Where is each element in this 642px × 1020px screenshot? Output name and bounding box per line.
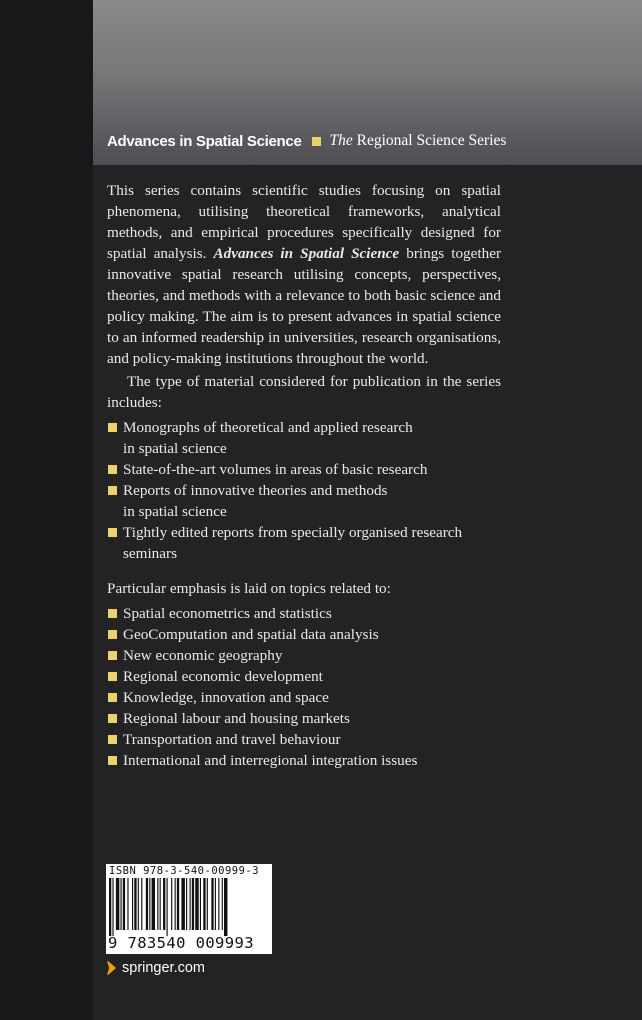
list-item-text: Regional economic development: [123, 668, 323, 685]
barcode-bar: [177, 878, 179, 930]
barcode-bar: [192, 878, 194, 930]
sub-series-the: The: [329, 132, 353, 149]
list-item: [107, 708, 501, 729]
barcode-bar: [132, 878, 133, 930]
barcode-bar: [149, 878, 150, 930]
barcode-bar: [160, 878, 161, 930]
series-name: Advances in Spatial Science: [107, 132, 302, 150]
square-bullet-icon: [108, 714, 117, 723]
list-item-text-cont: seminars: [123, 545, 177, 562]
barcode-bar: [127, 878, 128, 930]
list-item-text: Transportation and travel behaviour: [123, 731, 341, 748]
list-item-text: Knowledge, innovation and space: [123, 689, 329, 706]
barcode-bar: [203, 878, 205, 930]
emphasis-intro: Particular emphasis is laid on topics related to:: [107, 580, 391, 597]
barcode-bar: [190, 878, 191, 930]
barcode-bar: [109, 878, 111, 936]
list-item-text: Monographs of theoretical and applied research: [123, 419, 413, 436]
barcode-bar: [152, 878, 155, 930]
square-bullet-icon: [108, 465, 117, 474]
list-item: [107, 624, 501, 645]
barcode-bar: [224, 878, 227, 936]
list-item: [107, 687, 501, 708]
sub-series-title: [330, 132, 507, 150]
series-header: [107, 130, 506, 152]
list-item-text: Tightly edited reports from specially organised research: [123, 524, 463, 541]
list-item: [107, 417, 501, 459]
list-item: [107, 666, 501, 687]
list-item-text: Reports of innovative theories and methods: [123, 482, 388, 499]
barcode-bar: [218, 878, 219, 930]
material-list: [107, 417, 501, 564]
isbn-number: ISBN 978-3-540-00999-3: [109, 865, 260, 877]
list-item-text: Spatial econometrics and statistics: [123, 605, 332, 622]
barcode-bar: [186, 878, 187, 930]
barcode-bar: [171, 878, 172, 930]
square-bullet-icon: [108, 609, 117, 618]
barcode-bar: [157, 878, 158, 930]
list-item: [107, 750, 501, 771]
material-intro: The type of material considered for publication in the series includes:: [107, 373, 501, 411]
square-bullet-icon: [108, 630, 117, 639]
intro-text-1: This series contains scientific studies focusing on spatial phenomena, utilising theoretical frameworks, analytical methods, and empirical procedures specifically designed for spatial analysis.: [107, 182, 501, 262]
barcode-bar: [222, 878, 223, 930]
square-bullet-icon: [108, 693, 117, 702]
list-item-text: New economic geography: [123, 647, 283, 664]
isbn-barcode: [106, 864, 272, 954]
list-item: [107, 522, 501, 564]
square-bullet-icon: [108, 423, 117, 432]
list-item: [107, 729, 501, 750]
barcode-bar: [121, 878, 122, 930]
barcode-bar: [112, 878, 113, 936]
list-item: [107, 645, 501, 666]
list-item: [107, 603, 501, 624]
chevron-right-icon: [107, 961, 117, 975]
intro-series-title: Advances in Spatial Science: [213, 245, 400, 262]
barcode-bar: [195, 878, 198, 930]
barcode-bar: [200, 878, 201, 930]
square-bullet-icon: [108, 528, 117, 537]
barcode-bar: [181, 878, 184, 930]
list-item-text-cont: in spatial science: [123, 440, 227, 457]
description-block: [107, 180, 501, 771]
list-item-text-cont: in spatial science: [123, 503, 227, 520]
barcode-bar: [175, 878, 176, 930]
barcode-digits: 9 783540 009993: [108, 934, 254, 952]
barcode-bar: [167, 878, 168, 936]
square-separator-icon: [312, 137, 321, 146]
barcode-bar: [123, 878, 125, 930]
barcode-bar: [211, 878, 213, 930]
cover-spine: [0, 0, 93, 1020]
list-item-text: GeoComputation and spatial data analysis: [123, 626, 379, 643]
square-bullet-icon: [108, 735, 117, 744]
topics-list: [107, 603, 501, 771]
barcode-bars: [106, 878, 272, 936]
barcode-bar: [215, 878, 216, 930]
barcode-bar: [138, 878, 139, 930]
barcode-bar: [207, 878, 208, 930]
list-item: [107, 459, 501, 480]
list-item: [107, 480, 501, 522]
intro-paragraph: [107, 180, 501, 369]
intro-text-2: brings together innovative spatial research utilising concepts, perspectives, theories, and methods with a relevance to both basic science and policy making. The aim is to present advances in spatial science to an informed readership in universities, research organisations, and policy-making institutions throughout the world.: [107, 245, 502, 367]
barcode-bar: [134, 878, 136, 930]
barcode-bar: [116, 878, 119, 930]
publisher-url: springer.com: [122, 960, 206, 976]
list-item-text: Regional labour and housing markets: [123, 710, 350, 727]
list-item-text: International and interregional integration issues: [123, 752, 418, 769]
square-bullet-icon: [108, 672, 117, 681]
square-bullet-icon: [108, 651, 117, 660]
sub-series-rest: Regional Science Series: [352, 132, 507, 149]
barcode-bar: [141, 878, 142, 930]
publisher-link[interactable]: [107, 960, 205, 976]
barcode-bar: [163, 878, 165, 930]
square-bullet-icon: [108, 486, 117, 495]
square-bullet-icon: [108, 756, 117, 765]
barcode-bar: [146, 878, 148, 930]
list-item-text: State-of-the-art volumes in areas of basic research: [123, 461, 428, 478]
